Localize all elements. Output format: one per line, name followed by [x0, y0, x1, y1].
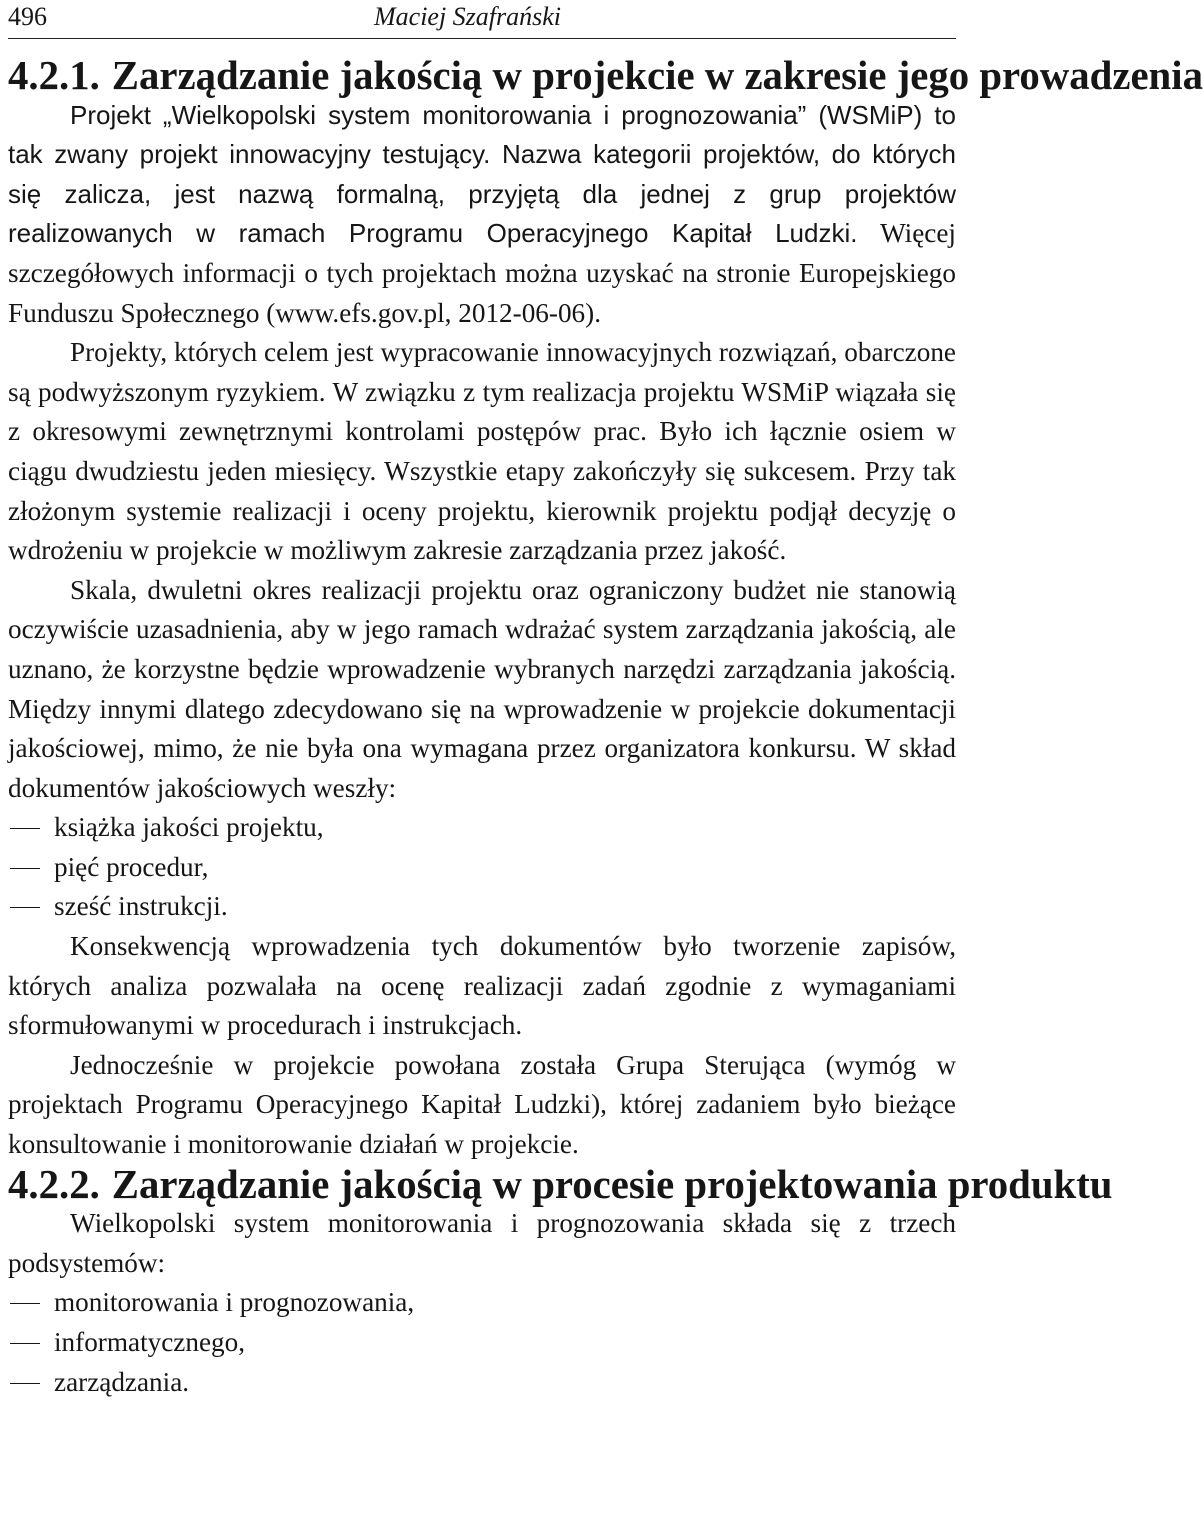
section-heading-4-2-1	[8, 53, 1203, 98]
section-title: Zarządzanie jakością w projekcie w zakresie jego prowadzenia	[111, 53, 1203, 98]
document-page	[8, 0, 1203, 1402]
paragraph-risk-controls: Projekty, których celem jest wypracowanie innowacyjnych rozwiązań, obarczone są podwyższonym ryzykiem. W związku z tym realizacja projektu WSMiP wiązała się z okresowymi zewnętrznymi kontrolami postępów prac. Było ich łącznie osiem w ciągu dwudziestu jeden miesięcy. Wszystkie etapy zakończyły się sukcesem. Przy tak złożonym systemie realizacji i oceny projektu, kierownik projektu podjął decyzję o wdrożeniu w projekcie w możliwym zakresie zarządzania przez jakość.	[8, 337, 956, 566]
list-item-text: książka jakości projektu,	[54, 812, 324, 843]
dash-bullet-icon	[10, 907, 40, 908]
list-item	[8, 1283, 956, 1323]
list-item-text: sześć instrukcji.	[54, 891, 228, 922]
list-item	[8, 848, 956, 888]
quality-documents-list	[8, 808, 956, 927]
paragraph-quality-tools: Skala, dwuletni okres realizacji projektu oraz ograniczony budżet nie stanowią oczywiście uzasadnienia, aby w jego ramach wdrażać system zarządzania jakością, ale uznano, że korzystne będzie wprowadzenie wybranych narzędzi zarządzania jakością. Między innymi dlatego zdecydowano się na wprowadzenie w projekcie dokumentacji jakościowej, mimo, że nie była ona wymagana przez organizatora konkursu. W skład dokumentów jakościowych weszły:	[8, 574, 956, 803]
dash-bullet-icon	[10, 1383, 40, 1384]
subsystems-list	[8, 1283, 956, 1402]
running-head-author: Maciej Szafrański	[374, 2, 562, 31]
page-number: 496	[8, 2, 47, 31]
list-item-text: monitorowania i prognozowania,	[54, 1287, 415, 1318]
section-number: 4.2.2.	[8, 1161, 100, 1207]
section-title: Zarządzanie jakością w procesie projektowania produktu	[111, 1161, 1113, 1207]
list-item-text: informatycznego,	[54, 1327, 245, 1357]
running-header	[8, 0, 956, 39]
list-item	[8, 1363, 956, 1403]
section-number: 4.2.1.	[8, 53, 100, 98]
section-heading-4-2-2	[8, 1161, 1113, 1207]
list-item-text: pięć procedur,	[54, 851, 209, 882]
paragraph-wsmip-intro	[8, 96, 956, 334]
list-item	[8, 887, 956, 927]
paragraph-consequences: Konsekwencją wprowadzenia tych dokumentów było tworzenie zapisów, których analiza pozwalała na ocenę realizacji zadań zgodnie z wymaganiami sformułowanymi w procedurach i instrukcjach.	[8, 931, 956, 1041]
list-item	[8, 808, 956, 848]
paragraph-sans-part: Projekt „Wielkopolski system monitorowania i prognozowania” (WSMiP) to tak zwany projekt innowacyjny testujący. Nazwa kategorii projektów, do których się zalicza, jest nazwą formalną, przyjętą dla jednej z grup projektów realizowanych w ramach Programu Operacyjnego Kapitał Ludzki.	[8, 99, 956, 249]
dash-bullet-icon	[10, 868, 40, 869]
dash-bullet-icon	[10, 1303, 40, 1304]
dash-bullet-icon	[10, 828, 40, 829]
paragraph-serif-part: Więcej szczegółowych informacji o tych projektach można uzyskać na stronie Europejskiego Funduszu Społecznego (www.efs.gov.pl, 2012-06-06).	[8, 218, 956, 328]
paragraph-steering-group: Jednocześnie w projekcie powołana została Grupa Sterująca (wymóg w projektach Programu Operacyjnego Kapitał Ludzki), której zadaniem było bieżące konsultowanie i monitorowanie działań w projekcie.	[8, 1049, 956, 1160]
list-item-text: zarządzania.	[54, 1366, 190, 1397]
page-content	[8, 53, 1203, 1402]
paragraph-subsystems: Wielkopolski system monitorowania i prognozowania składa się z trzech podsystemów:	[8, 1208, 956, 1278]
list-item	[8, 1323, 956, 1363]
dash-bullet-icon	[10, 1343, 40, 1344]
